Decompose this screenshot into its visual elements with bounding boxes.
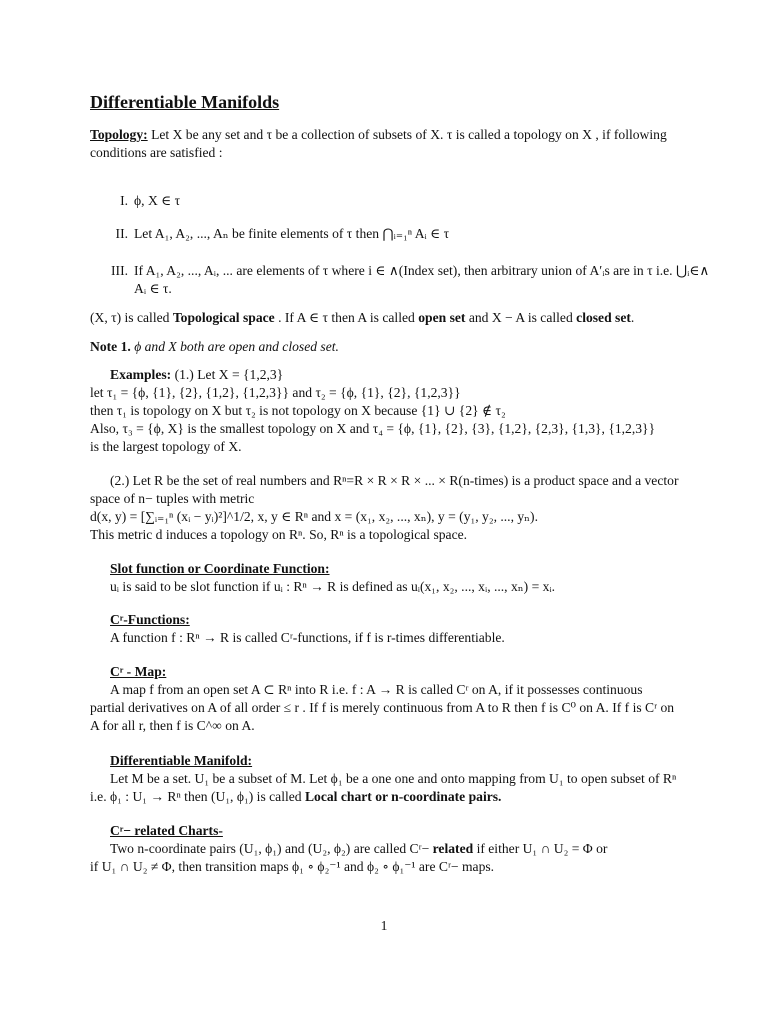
section-heading: Slot function or Coordinate Function: — [110, 561, 330, 576]
example-line: (2.) Let R be the set of real numbers and Rⁿ=R × R × R × ... × R(n-times) is a product space and a vector space of n− tuples with metric — [90, 473, 679, 506]
topology-definition — [90, 126, 680, 162]
example-line: d(x, y) = [∑ᵢ₌₁ⁿ (xᵢ − yᵢ)²]^1/2, x, y ∈ Rⁿ and x = (x₁, x₂, ..., xₙ), y = (y₁, y₂, ..., yₙ). — [90, 509, 538, 524]
condition-1 — [100, 192, 680, 210]
example-line: (1.) Let X = {1,2,3} — [174, 367, 284, 382]
term-topological-space: Topological space — [172, 310, 275, 325]
section-text: uᵢ is said to be slot function if uᵢ : Rⁿ → R is defined as uᵢ(x₁, x₂, ..., xᵢ, ..., xₙ) = xᵢ. — [110, 579, 556, 594]
condition-2 — [100, 225, 680, 243]
term-related: related — [432, 841, 474, 856]
condition-text: Let A₁, A₂, ..., Aₙ be finite elements of τ then ⋂ᵢ₌₁ⁿ Aᵢ ∈ τ — [134, 226, 450, 241]
example-line: This metric d induces a topology on Rⁿ. So, Rⁿ is a topological space. — [90, 527, 468, 542]
section-heading: Cʳ-Functions: — [110, 612, 190, 627]
page-number: 1 — [380, 918, 388, 933]
section-text: A map f from an open set A ⊂ Rⁿ into R i.e. f : A → R is called Cʳ on A, if it possesses continuous partial derivatives on A of all order ≤ r . If f is merely continuous from A to R then f is C⁰ on A. If f is Cʳ on A for all r, then f is C^∞ on A. — [90, 682, 675, 733]
section-heading: Cʳ - Map: — [110, 664, 167, 679]
condition-text: If A₁, A₂, ..., Aᵢ, ... are elements of τ where i ∈ ∧(Index set), then arbitrary union of A′ᵢs are in τ i.e. ⋃ᵢ∈∧ Aᵢ ∈ τ. — [134, 263, 710, 296]
example-2 — [90, 472, 680, 544]
section-heading: Cʳ− related Charts- — [110, 823, 223, 838]
condition-number: I. — [120, 193, 128, 208]
section-heading: Differentiable Manifold: — [110, 753, 253, 768]
section-text: A function f : Rⁿ → R is called Cʳ-functions, if f is r-times differentiable. — [110, 630, 505, 645]
term-local-chart: Local chart or n-coordinate pairs. — [304, 789, 502, 804]
condition-number: III. — [111, 263, 128, 278]
note-label: Note 1. — [90, 339, 131, 354]
text-run: Two n-coordinate pairs (U₁, ϕ₁) and (U₂, ϕ₂) are called Cʳ− — [110, 841, 433, 856]
section-text: if U₁ ∩ U₂ ≠ Φ, then transition maps ϕ₁ ∘ ϕ₂⁻¹ and ϕ₂ ∘ ϕ₁⁻¹ are Cʳ− maps. — [90, 859, 495, 874]
section-text: Let M be a set. U₁ be a subset of M. Let ϕ₁ be a one one and onto mapping from U₁ to open subset of Rⁿ i.e. ϕ₁ : U₁ → Rⁿ then (U₁, ϕ₁) is called — [90, 771, 677, 804]
differentiable-manifold-section — [90, 752, 680, 806]
text-run: . If A ∈ τ then A is called — [274, 310, 419, 325]
topology-label: Topology: — [90, 127, 148, 142]
topological-space-definition — [90, 309, 680, 327]
slot-function-section — [90, 560, 680, 596]
note-text: ϕ and X both are open and closed set. — [134, 339, 339, 354]
example-line: then τ₁ is topology on X but τ₂ is not topology on X because {1} ∪ {2} ∉ τ₂ — [90, 403, 506, 418]
topology-text: Let X be any set and τ be a collection of subsets of X. τ is called a topology on X , if following conditions are satisfied : — [90, 127, 667, 160]
examples-label: Examples: — [110, 367, 172, 382]
condition-text: ϕ, X ∈ τ — [134, 193, 181, 208]
note-1 — [90, 338, 680, 356]
text-run: and X − A is called — [465, 310, 577, 325]
related-charts-section — [90, 822, 680, 876]
term-closed-set: closed set — [576, 310, 631, 325]
condition-3 — [100, 262, 714, 298]
condition-number: II. — [115, 226, 128, 241]
cr-map-section — [90, 663, 680, 735]
examples-section — [90, 366, 680, 456]
text-run: if either U₁ ∩ U₂ = Φ or — [473, 841, 608, 856]
text-run: (X, τ) is called — [90, 310, 173, 325]
text-run: . — [630, 310, 635, 325]
page-title: Differentiable Manifolds — [90, 92, 280, 112]
example-line: Also, τ₃ = {ϕ, X} is the smallest topology on X and τ₄ = {ϕ, {1}, {2}, {3}, {1,2}, {2,3}, {1,3}, {1,2,3}} — [90, 421, 656, 436]
term-open-set: open set — [418, 310, 466, 325]
example-line: let τ₁ = {ϕ, {1}, {2}, {1,2}, {1,2,3}} and τ₂ = {ϕ, {1}, {2}, {1,2,3}} — [90, 385, 461, 400]
example-line: is the largest topology of X. — [90, 439, 242, 454]
cr-functions-section — [90, 611, 680, 647]
